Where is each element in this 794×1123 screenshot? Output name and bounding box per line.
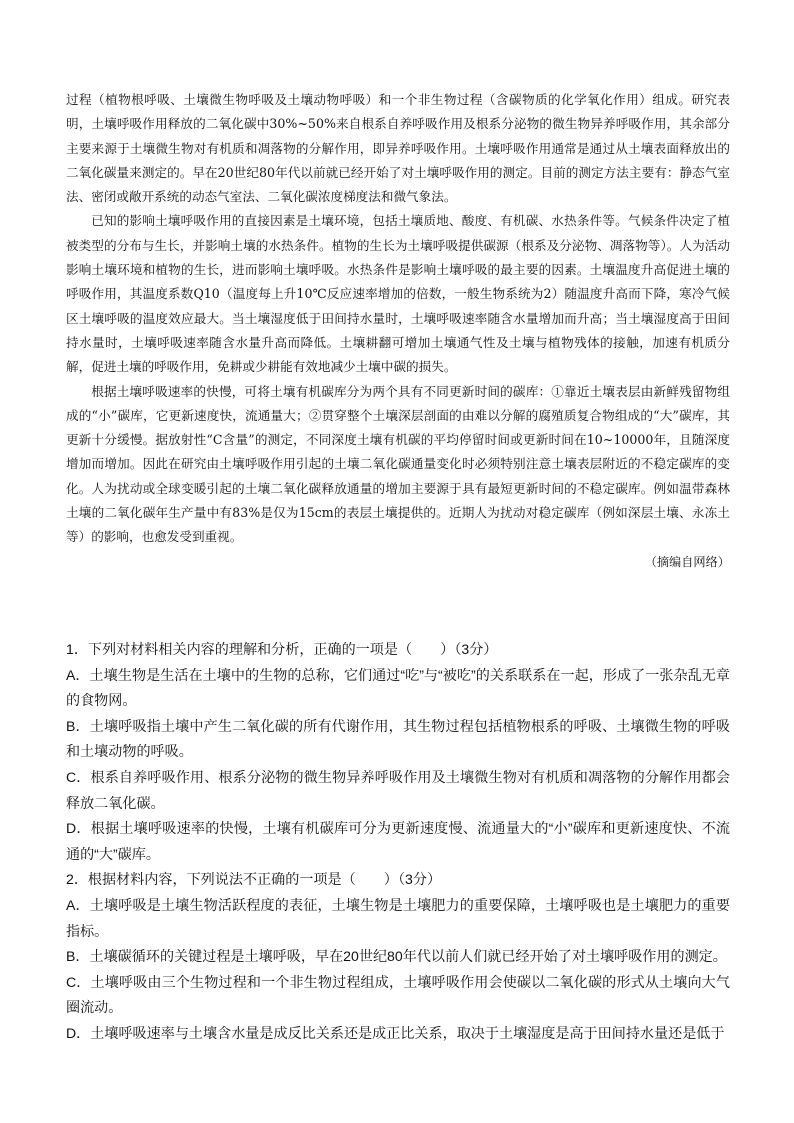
question-1-option-d: D．根据土壤呼吸速率的快慢，土壤有机碳库可分为更新速度慢、流通量大的“小”碳库和更新速度快、不流通的“大”碳库。: [66, 820, 730, 862]
question-1-option-a: A．土壤生物是生活在土壤中的生物的总称，它们通过“吃”与“被吃”的关系联系在一起，形成了一张杂乱无章的食物网。: [66, 666, 730, 709]
reading-passage: [66, 88, 730, 574]
question-section: [66, 637, 730, 1047]
passage-paragraph-3: 根据土壤呼吸速率的快慢，可将土壤有机碳库分为两个具有不同更新时间的碳库：①靠近土壤表层由新鲜残留物组成的“小”碳库，它更新速度快，流通量大；②贯穿整个土壤深层剖面的由难以分解的腐殖质复合物组成的“大”碳库，其更新十分缓慢。据放射性“C含量”的测定，不同深度土壤有机碳的平均停留时间或更新时间在10~10000年，且随深度增加而增加。因此在研究由土壤呼吸作用引起的土壤二氧化碳通量变化时必须特别注意土壤表层附近的不稳定碳库的变化。人为扰动或全球变暖引起的土壤二氧化碳释放通量的增加主要源于具有最短更新时间的不稳定碳库。例如温带森林土壤的二氧化碳年生产量中有83%是仅为15cm的表层土壤提供的。近期人为扰动对稳定碳库（例如深层土壤、永冻土等）的影响，也愈发受到重视。: [66, 383, 730, 545]
question-2-stem: 2．根据材料内容，下列说法不正确的一项是（ ）（3分）: [66, 871, 442, 888]
passage-source: （摘编自网络）: [644, 554, 730, 569]
passage-paragraph-1: 过程（植物根呼吸、土壤微生物呼吸及土壤动物呼吸）和一个非生物过程（含碳物质的化学氧化作用）组成。研究表明，土壤呼吸作用释放的二氧化碳中30%~50%来自根系自养呼吸作用及根系分泌物的微生物异养呼吸作用，其余部分主要来源于土壤微生物对有机质和凋落物的分解作用，即异养呼吸作用。土壤呼吸作用通常是通过从土壤表面释放出的二氧化碳量来测定的。早在20世纪80年代以前就已经开始了对土壤呼吸作用的测定。目前的测定方法主要有：静态气室法、密闭或敞开系统的动态气室法、二氧化碳浓度梯度法和微气象法。: [66, 92, 730, 205]
question-1-stem: 1．下列对材料相关内容的理解和分析，正确的一项是（ ）（3分）: [66, 641, 498, 657]
question-1-option-b: B．土壤呼吸指土壤中产生二氧化碳的所有代谢作用，其生物过程包括植物根系的呼吸、土壤微生物的呼吸和土壤动物的呼吸。: [66, 717, 730, 760]
question-2-option-c: C．土壤呼吸由三个生物过程和一个非生物过程组成，土壤呼吸作用会使碳以二氧化碳的形式从土壤向大气圈流动。: [66, 973, 730, 1016]
passage-paragraph-2: 已知的影响土壤呼吸作用的直接因素是土壤环境，包括土壤质地、酸度、有机碳、水热条件等。气候条件决定了植被类型的分布与生长，并影响土壤的水热条件。植物的生长为土壤呼吸提供碳源（根系及分泌物、凋落物等）。人为活动影响土壤环境和植物的生长，进而影响土壤呼吸。水热条件是影响土壤呼吸的最主要的因素。土壤温度升高促进土壤的呼吸作用，其温度系数Q10（温度每上升10℃反应速率增加的倍数，一般生物系统为2）随温度升高而下降，寒冷气候区土壤呼吸的温度效应最大。当土壤湿度低于田间持水量时，土壤呼吸速率随含水量增加而升高；当土壤湿度高于田间持水量时，土壤呼吸速率随含水量升高而降低。土壤耕翻可增加土壤通气性及土壤与植物残体的接触，加速有机质分解，促进土壤的呼吸作用，免耕或少耕能有效地减少土壤中碳的损失。: [66, 213, 730, 375]
question-2-option-b: B．土壤碳循环的关键过程是土壤呼吸，早在20世纪80年代以前人们就已经开始了对土壤呼吸作用的测定。: [66, 948, 727, 965]
question-2-option-d: D．土壤呼吸速率与土壤含水量是成反比关系还是成正比关系，取决于土壤湿度是高于田间持水量还是低于: [66, 1024, 725, 1041]
question-2-option-a: A．土壤呼吸是土壤生物活跃程度的表征，土壤生物是土壤肥力的重要保障，土壤呼吸也是土壤肥力的重要指标。: [66, 896, 730, 939]
question-1-option-c: C．根系自养呼吸作用、根系分泌物的微生物异养呼吸作用及土壤微生物对有机质和凋落物的分解作用都会释放二氧化碳。: [66, 768, 730, 811]
